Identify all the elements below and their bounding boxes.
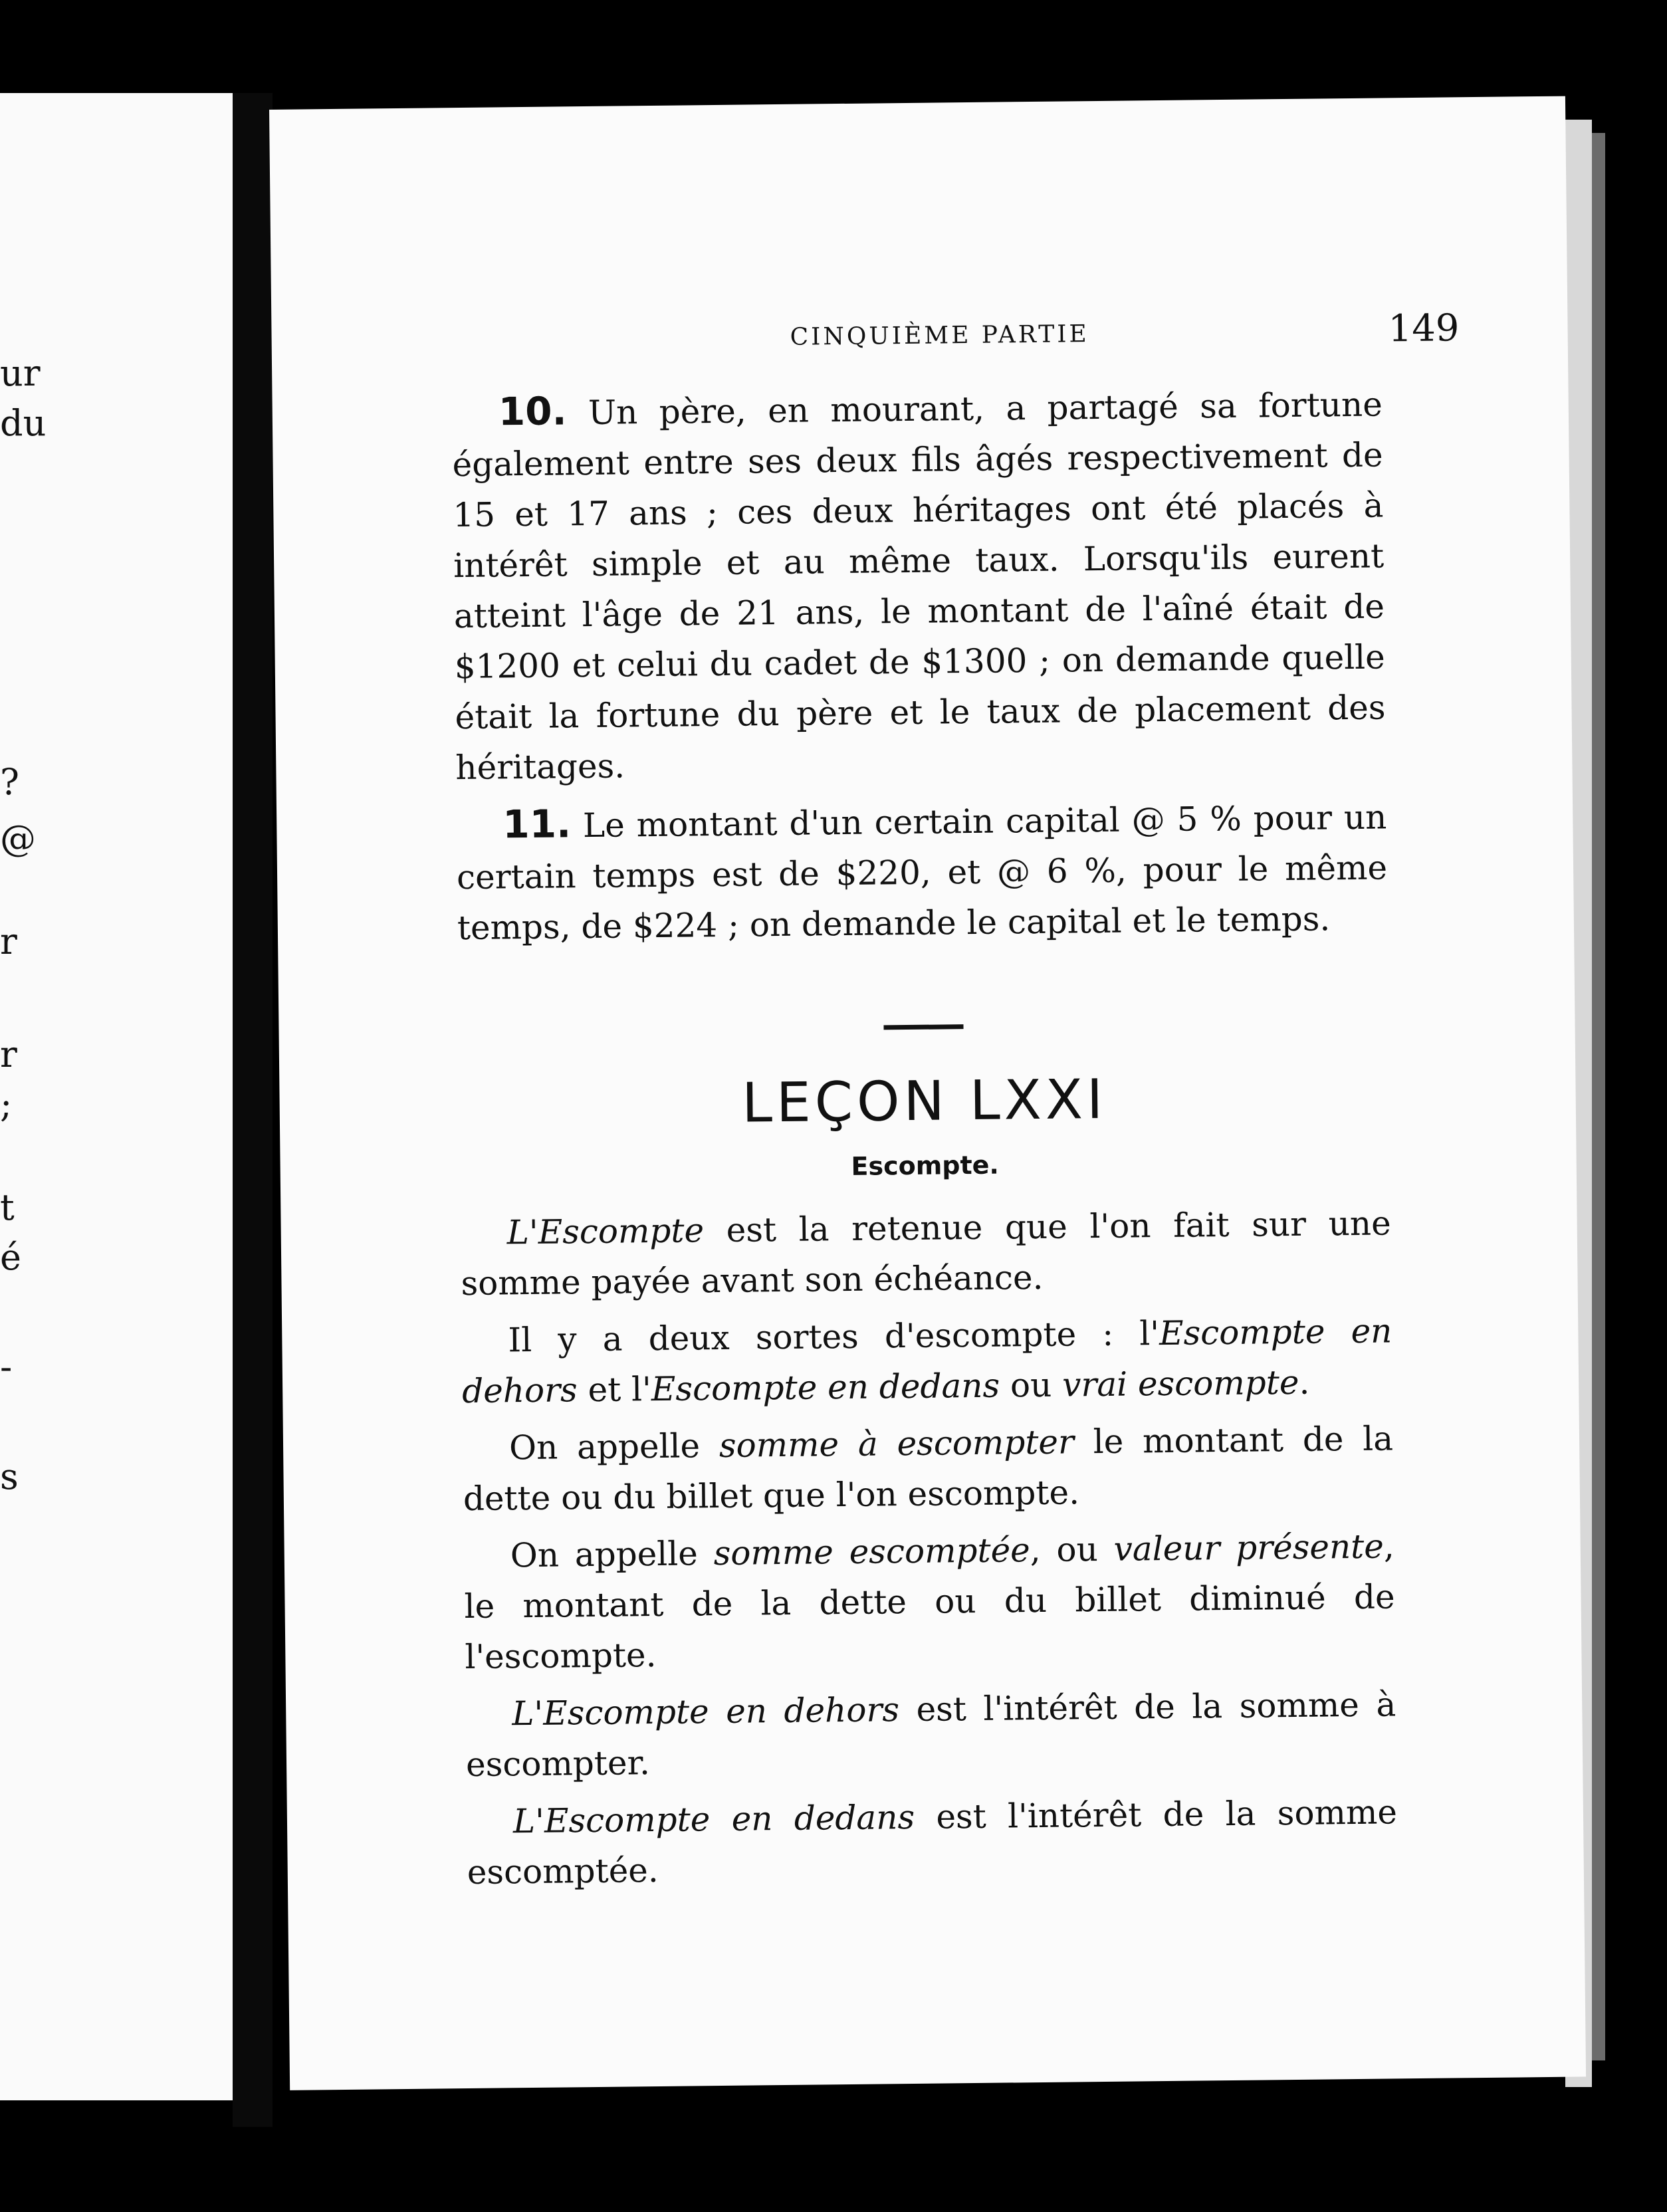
lesson-title: LEÇON LXXI (741, 1067, 1107, 1135)
left-fragment: - (0, 1346, 13, 1388)
left-fragment: ur (0, 352, 41, 394)
left-fragment: s (0, 1456, 19, 1497)
page-content (451, 377, 1398, 1904)
paragraph-text: est l'intérêt de la somme à escompter. (465, 1685, 1396, 1785)
italic-term: somme à escompter (719, 1422, 1075, 1466)
left-fragment: t (0, 1186, 15, 1228)
paragraph-somme-a-escompter (463, 1413, 1394, 1524)
book-gutter (233, 93, 273, 2127)
lesson-subtitle: Escompte. (851, 1150, 1000, 1182)
section-divider (883, 1024, 963, 1030)
page-edge-shadow (1592, 133, 1605, 2060)
paragraph-text: est l'intérêt de la somme escomptée. (467, 1793, 1398, 1892)
left-fragment: @ (0, 818, 36, 859)
left-fragment: ? (0, 761, 19, 803)
paragraph-text: On appelle (508, 1426, 720, 1468)
running-head: CINQUIÈME PARTIE (790, 320, 1089, 351)
paragraph-definition (460, 1198, 1392, 1309)
paragraph-escompte-en-dehors (465, 1679, 1397, 1790)
problem-number: 10. (498, 388, 567, 435)
left-fragment: du (0, 402, 47, 444)
left-fragment: r (0, 921, 17, 962)
right-page (269, 96, 1586, 2090)
left-page (0, 93, 233, 2100)
italic-term: L'Escompte en dehors (511, 1690, 900, 1733)
paragraph-text: est la retenue que l'on fait sur une somme payée avant son échéance. (461, 1204, 1391, 1303)
italic-term: L'Escompte en dedans (512, 1797, 915, 1841)
paragraph-escompte-en-dedans (467, 1787, 1398, 1898)
page-number: 149 (1388, 306, 1460, 351)
italic-term: Escompte en dedans (651, 1366, 1000, 1409)
italic-term: valeur présente (1113, 1527, 1385, 1569)
paragraph-text: ou (999, 1365, 1063, 1405)
problem-10 (451, 377, 1386, 793)
italic-term: Escompte en dehors (461, 1311, 1392, 1411)
paragraph-text: Il y a deux sortes d'escompte : l' (508, 1314, 1160, 1360)
problem-text: Un père, en mourant, a partagé sa fortune également entre ses deux fils âgés respectivement de 15 et 17 ans ; ces deux héritages ont été placés à intérêt simple et au même taux. Lorsqu'ils eurent atteint l'âge de 21 ans, le montant de l'aîné était de $1200 et celui du cadet de $1300 ; on demande quelle était la fortune du père et le taux de placement des héritages. (452, 385, 1386, 788)
problem-text: Le montant d'un certain capital @ 5 % pour un certain temps est de $220, et @ 6 %, pour le même temps, de $224 ; on demande le capital et le temps. (456, 798, 1388, 948)
left-fragment: é (0, 1236, 21, 1278)
left-fragment: ; (0, 1083, 13, 1125)
italic-term: somme escomptée (713, 1531, 1031, 1573)
left-page-fragments (0, 93, 233, 2100)
italic-term: L'Escompte (506, 1211, 705, 1252)
italic-term: vrai escompte (1061, 1363, 1299, 1404)
paragraph-text: le montant de la dette ou du billet que l'on escompte. (463, 1419, 1394, 1519)
paragraph-text: On appelle (510, 1534, 714, 1575)
paragraph-kinds (461, 1305, 1393, 1416)
problem-number: 11. (502, 801, 572, 847)
paragraph-text: , ou (1030, 1529, 1114, 1570)
left-fragment: r (0, 1034, 17, 1075)
paragraph-text: et l' (577, 1370, 652, 1410)
paragraph-text: . (1299, 1363, 1310, 1402)
problem-11 (456, 790, 1388, 953)
paragraph-somme-escomptee (463, 1521, 1395, 1682)
paragraph-text: , le montant de la dette ou du billet diminué de l'escompte. (464, 1527, 1395, 1677)
